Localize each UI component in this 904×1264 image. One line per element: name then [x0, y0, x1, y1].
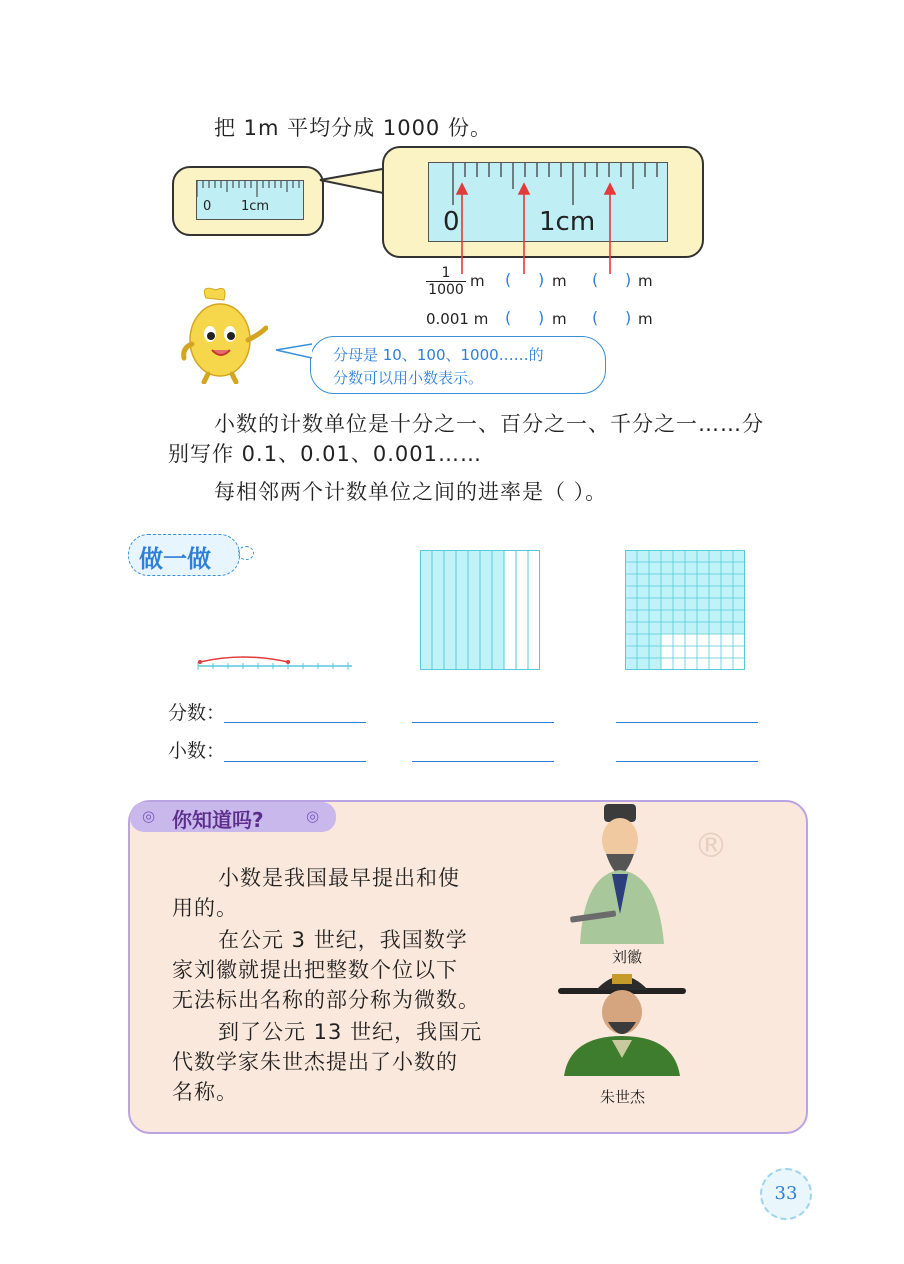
- know-p2-line2: 家刘徽就提出把整数个位以下: [172, 958, 458, 982]
- para2-text: 每相邻两个计数单位之间的进率是（ ）。: [214, 480, 608, 504]
- decimal-answer-label: 小数：: [168, 740, 226, 762]
- page-number: 33: [760, 1168, 812, 1220]
- fraction-unit: m: [470, 272, 485, 290]
- fraction-answer-line-2[interactable]: [412, 722, 554, 723]
- small-ruler-cm: 1cm: [241, 199, 270, 214]
- fraction-answer-label: 分数：: [168, 702, 226, 724]
- tip-line-2: 分数可以用小数表示。: [333, 369, 484, 387]
- mascot-illustration: [176, 284, 268, 384]
- decimal-blank-1-unit: m: [552, 310, 567, 328]
- exercise-title: 做一做: [139, 545, 211, 573]
- hundredths-grid: [625, 550, 745, 670]
- fraction-blank-1-close: ): [538, 270, 545, 289]
- tenths-grid: [420, 550, 540, 670]
- decimal-blank-2-close: ): [625, 308, 632, 327]
- small-ruler-box: [172, 166, 324, 236]
- know-p3-line2: 代数学家朱世杰提出了小数的: [172, 1050, 458, 1074]
- fraction-blank-2-unit: m: [638, 272, 653, 290]
- fraction-blank-1-unit: m: [552, 272, 567, 290]
- know-p2-line1: 在公元 3 世纪，我国数学: [218, 928, 468, 952]
- caption-zhu-shijie: 朱世杰: [600, 1088, 646, 1106]
- tip-bubble: [310, 336, 606, 394]
- number-line-diagram: [194, 648, 356, 672]
- decimal-blank-2-open: (: [592, 308, 599, 327]
- callout-pointer: [318, 166, 390, 206]
- fraction-blank-2-close: ): [625, 270, 632, 289]
- para1-line2: 别写作 0.1、0.01、0.001……: [168, 442, 482, 466]
- small-ruler: [196, 180, 304, 220]
- did-you-know-title-bar: [130, 802, 336, 832]
- big-ruler-cm: 1cm: [539, 207, 596, 237]
- tip-bubble-tail: [274, 340, 314, 362]
- exercise-title-badge: [128, 534, 240, 576]
- decimal-answer-line-1[interactable]: [224, 761, 366, 762]
- did-you-know-title: 你知道吗?: [172, 808, 264, 832]
- pointer-arrows: [452, 180, 622, 280]
- para1-line1: 小数的计数单位是十分之一、百分之一、千分之一……分: [214, 412, 764, 436]
- fraction-answer-line-1[interactable]: [224, 722, 366, 723]
- title-ornament-left-icon: ◎: [142, 807, 156, 825]
- fraction-denominator: 1000: [426, 281, 466, 298]
- big-ruler-zero: 0: [443, 207, 460, 237]
- decimal-blank-2-unit: m: [638, 310, 653, 328]
- know-p2-line3: 无法标出名称的部分称为微数。: [172, 988, 480, 1012]
- decimal-value: 0.001 m: [426, 310, 489, 328]
- decimal-answer-line-2[interactable]: [412, 761, 554, 762]
- fraction-numerator: 1: [441, 265, 451, 281]
- liu-hui-portrait: [560, 804, 690, 944]
- registered-watermark: ®: [694, 826, 728, 866]
- zhu-shijie-portrait: [556, 966, 688, 1076]
- intro-text: 把 1m 平均分成 1000 份。: [214, 116, 492, 140]
- fraction-one-thousandth: [426, 265, 466, 298]
- know-p3-line3: 名称。: [172, 1080, 238, 1104]
- tip-line-1: 分母是 10、100、1000……的: [333, 346, 544, 364]
- know-p1-line1: 小数是我国最早提出和使: [218, 866, 460, 890]
- decimal-blank-1-open: (: [505, 308, 512, 327]
- decimal-answer-line-3[interactable]: [616, 761, 758, 762]
- title-ornament-right-icon: ◎: [306, 807, 320, 825]
- small-ruler-zero: 0: [203, 199, 212, 214]
- know-p3-line1: 到了公元 13 世纪，我国元: [218, 1020, 483, 1044]
- know-p1-line2: 用的。: [172, 896, 238, 920]
- exercise-title-knob: [238, 546, 254, 560]
- caption-liu-hui: 刘徽: [612, 948, 643, 966]
- fraction-blank-2-open: (: [592, 270, 599, 289]
- fraction-answer-line-3[interactable]: [616, 722, 758, 723]
- decimal-blank-1-close: ): [538, 308, 545, 327]
- fraction-blank-1-open: (: [505, 270, 512, 289]
